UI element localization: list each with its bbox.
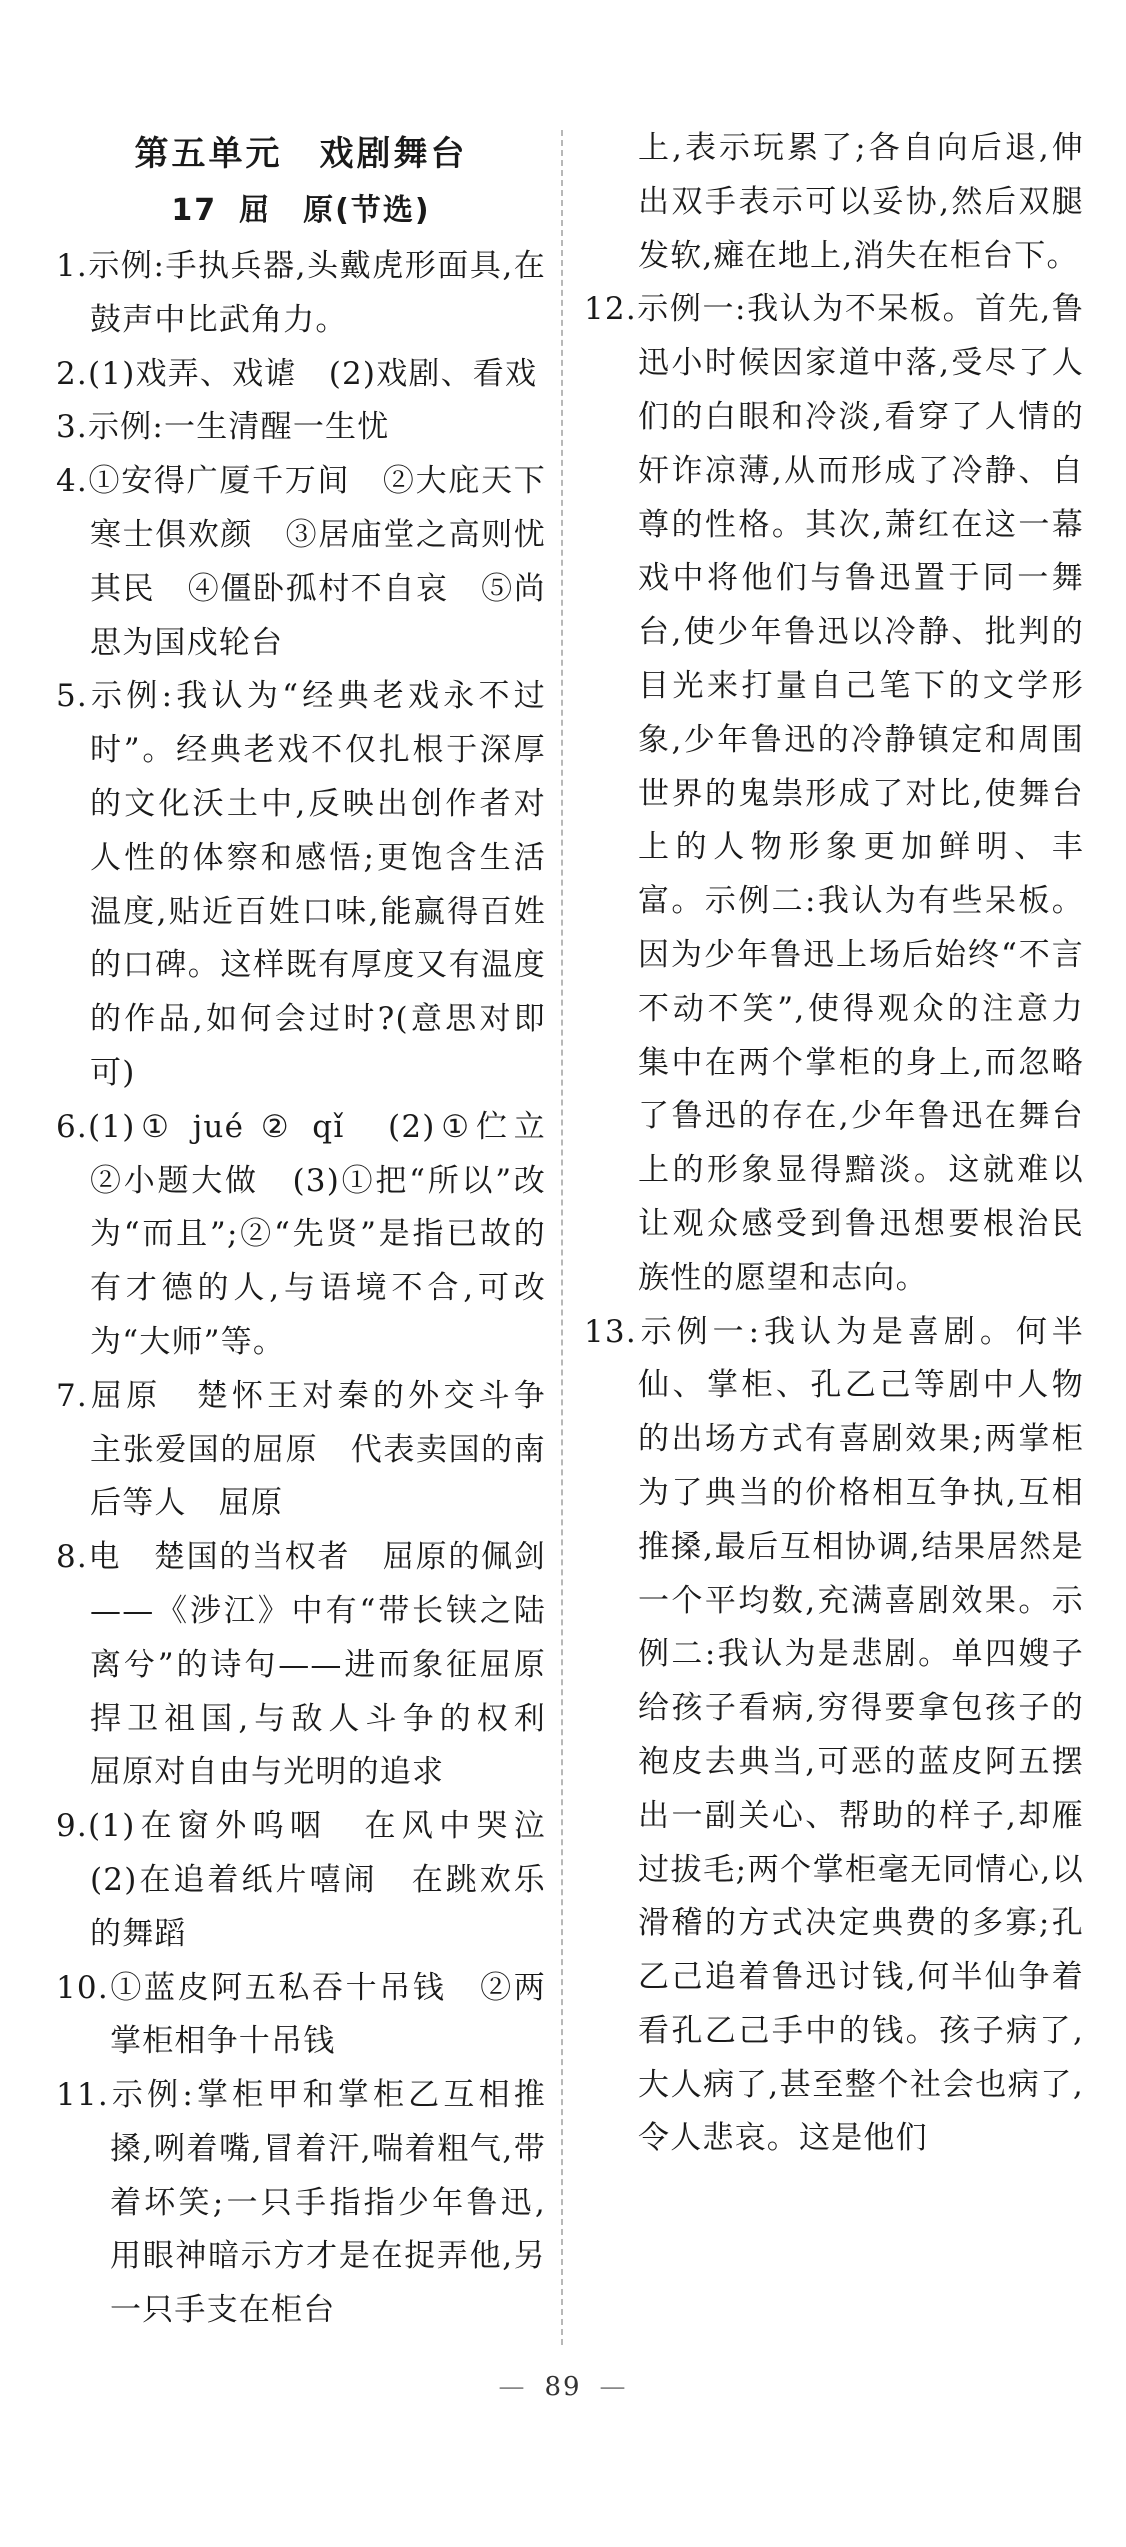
lesson-name: 屈 原(节选) — [239, 193, 431, 228]
item-text: 示例一:我认为是喜剧。何半仙、掌柜、孔乙己等剧中人物的出场方式有喜剧效果;两掌柜为了典当的价格相互争执,互相推搡,最后互相协调,结果居然是一个平均数,充满喜剧效果。示例二:我认为是悲剧。单四嫂子给孩子看病,穷得要拿包孩子的袍皮去典当,可恶的蓝皮阿五摆出一副关心、帮助的样子,却雁过拔毛;两个掌柜毫无同情心,以滑稽的方式决定典费的多寡;孔乙己追着鲁迅讨钱,何半仙争着看孔乙己手中的钱。孩子病了,大人病了,甚至整个社会也病了,令人悲哀。这是他们 — [636, 1313, 1084, 2157]
item-number: 8. — [56, 1539, 88, 1576]
answer-item-13 — [584, 1306, 1084, 2167]
answer-item-6 — [56, 1101, 579, 1370]
answer-item-10 — [56, 1962, 546, 2070]
item-text: 电 楚国的当权者 屈原的佩剑——《涉江》中有“带长铗之陆离兮”的诗句——进而象征屈原捍卫祖国,与敌人斗争的权利 屈原对自由与光明的追求 — [87, 1539, 579, 1791]
answer-item-2 — [56, 348, 546, 402]
item-number: 7. — [56, 1377, 88, 1414]
item-number: 10. — [56, 1969, 109, 2006]
item-text: (1)戏弄、戏谑 (2)戏剧、看戏 — [87, 355, 538, 392]
item-text: 屈原 楚怀王对秦的外交斗争 主张爱国的屈原 代表卖国的南后等人 屈原 — [87, 1377, 579, 1522]
answer-item-3 — [56, 401, 546, 455]
item-number: 6. — [56, 1108, 88, 1145]
answer-item-5 — [56, 670, 546, 1100]
answer-item-8 — [56, 1531, 579, 1800]
item-text: (1)① jué ② qǐ (2)①伫立 ②小题大做 (3)①把“所以”改为“而且”;②“先贤”是指已故的有才德的人,与语境不合,可改为“大师”等。 — [87, 1108, 579, 1360]
column-divider — [561, 130, 563, 2345]
right-column — [584, 122, 1084, 2166]
answer-item-12 — [584, 283, 1084, 1305]
item-number: 4. — [56, 463, 88, 500]
answer-item-11 — [56, 2069, 546, 2338]
item-text: 示例:一生清醒一生忧 — [87, 409, 390, 446]
answer-item-1 — [56, 240, 546, 348]
answer-item-11-continued: 上,表示玩累了;各自向后退,伸出双手表示可以妥协,然后双腿发软,瘫在地上,消失在柜台下。 — [638, 130, 1084, 274]
left-column — [56, 118, 579, 2338]
item-text: 示例:我认为“经典老戏永不过时”。经典老戏不仅扎根于深厚的文化沃土中,反映出创作者对人性的体察和感悟;更饱含生活温度,贴近百姓口味,能赢得百姓的口碑。这样既有厚度又有温度的作品,如何会过时?(意思对即可) — [87, 678, 546, 1091]
dash-right: — — [599, 2372, 628, 2402]
answer-item-4 — [56, 455, 546, 670]
item-number: 9. — [56, 1808, 88, 1845]
item-number: 2. — [56, 355, 88, 392]
item-number: 1. — [56, 248, 88, 284]
page-number-value: 89 — [544, 2372, 582, 2402]
item-number: 12. — [584, 291, 637, 328]
lesson-title — [56, 184, 546, 238]
item-text: 示例一:我认为不呆板。首先,鲁迅小时候因家道中落,受尽了人们的白眼和冷淡,看穿了人情的奸诈凉薄,从而形成了冷静、自尊的性格。其次,萧红在这一幕戏中将他们与鲁迅置于同一舞台,使少年鲁迅以冷静、批判的目光来打量自己笔下的文学形象,少年鲁迅的冷静镇定和周围世界的鬼祟形成了对比,使舞台上的人物形象更加鲜明、丰富。示例二:我认为有些呆板。因为少年鲁迅上场后始终“不言不动不笑”,使得观众的注意力集中在两个掌柜的身上,而忽略了鲁迅的存在,少年鲁迅在舞台上的形象显得黯淡。这就难以让观众感受到鲁迅想要根治民族性的愿望和志向。 — [636, 291, 1084, 1296]
item-text: (1)在窗外呜咽 在风中哭泣 (2)在追着纸片嘻闹 在跳欢乐的舞蹈 — [87, 1808, 579, 1952]
item-number: 11. — [56, 2077, 109, 2114]
dash-left: — — [498, 2372, 527, 2402]
item-text: 示例:手执兵器,头戴虎形面具,在鼓声中比武角力。 — [87, 248, 546, 338]
item-number: 3. — [56, 409, 88, 446]
item-text: ①蓝皮阿五私吞十吊钱 ②两掌柜相争十吊钱 — [108, 1969, 546, 2060]
answer-item-9 — [56, 1800, 579, 1961]
item-number: 13. — [584, 1313, 637, 1350]
item-number: 5. — [56, 678, 88, 715]
unit-title: 第五单元 戏剧舞台 — [134, 134, 468, 174]
item-text: ①安得广厦千万间 ②大庇天下寒士俱欢颜 ③居庙堂之高则忧其民 ④僵卧孤村不自哀 ⑤尚思为国戍轮台 — [87, 463, 546, 661]
item-text: 示例:掌柜甲和掌柜乙互相推搡,咧着嘴,冒着汗,喘着粗气,带着坏笑;一只手指指少年鲁迅,用眼神暗示方才是在捉弄他,另一只手支在柜台 — [108, 2077, 546, 2329]
lesson-number: 17 — [171, 193, 218, 228]
answer-item-7 — [56, 1370, 579, 1531]
page-number — [0, 2372, 1126, 2402]
